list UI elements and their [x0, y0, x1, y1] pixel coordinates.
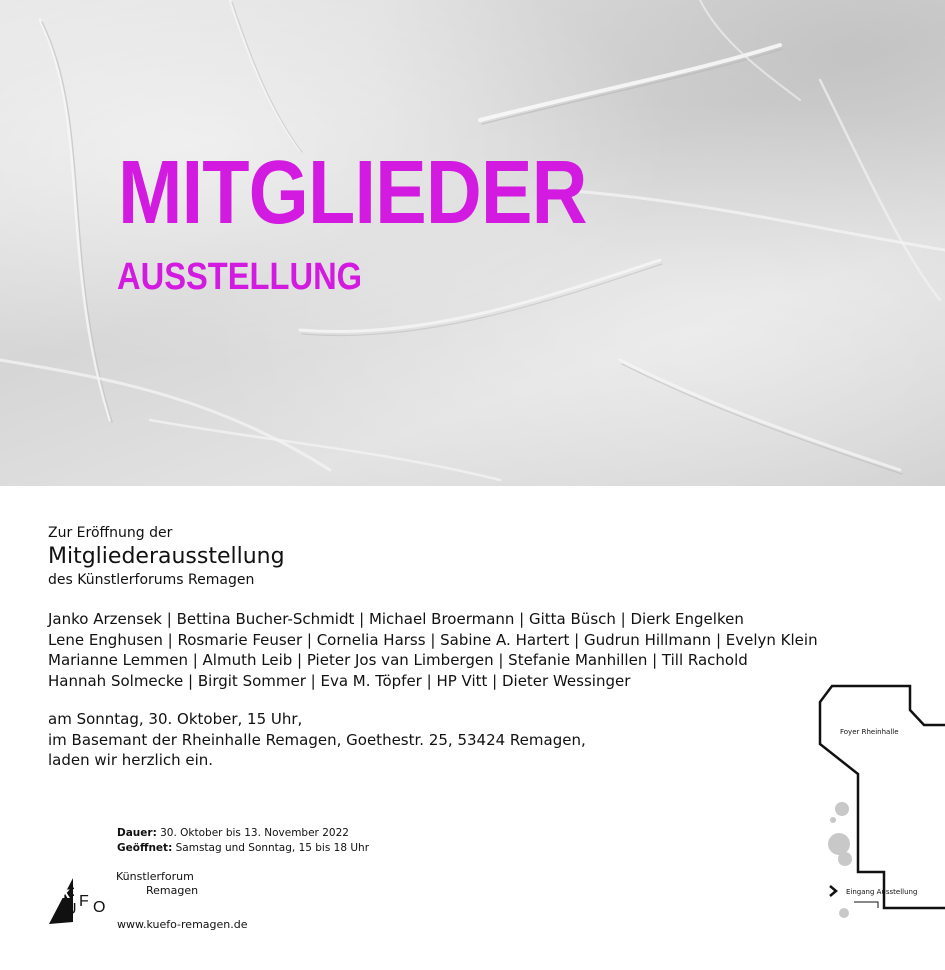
- chevron-right-icon: [830, 886, 836, 896]
- duration-value: 30. Oktober bis 13. November 2022: [156, 827, 349, 839]
- column-circle: [828, 833, 850, 855]
- website-link[interactable]: www.kuefo-remagen.de: [117, 918, 248, 931]
- foyer-label: Foyer Rheinhalle: [840, 728, 899, 736]
- svg-text:F: F: [79, 893, 89, 910]
- intro-block: [48, 524, 285, 589]
- page-title: MITGLIEDER: [118, 143, 587, 243]
- intro-line-2: des Künstlerforums Remagen: [48, 572, 255, 588]
- svg-text:O: O: [93, 899, 106, 916]
- artist-line: Janko Arzensek | Bettina Bucher-Schmidt | Michael Broermann | Gitta Büsch | Dierk Engelken: [48, 610, 744, 628]
- organization-name: [116, 870, 198, 898]
- entrance-path: [854, 902, 878, 908]
- intro-line-1: Zur Eröffnung der: [48, 525, 173, 541]
- page-subtitle: AUSSTELLUNG: [117, 256, 363, 298]
- column-circle: [839, 908, 849, 918]
- floor-plan-walls: [820, 686, 945, 908]
- entrance-label: Eingang Ausstellung: [846, 888, 918, 896]
- artist-list: [48, 609, 818, 691]
- opening-label: Geöffnet:: [117, 842, 173, 854]
- opening-value: Samstag und Sonntag, 15 bis 18 Uhr: [172, 842, 370, 854]
- location-map: [806, 670, 945, 970]
- column-circle: [838, 852, 852, 866]
- opening-hours-row: [117, 841, 369, 856]
- column-circle: [830, 817, 836, 823]
- exhibition-heading: Mitgliederausstellung: [48, 544, 285, 569]
- duration-row: [117, 826, 369, 841]
- invite-line: im Basemant der Rheinhalle Remagen, Goethestr. 25, 53424 Remagen,: [48, 730, 586, 749]
- org-name-line-1: Künstlerforum: [116, 870, 194, 883]
- artist-line: Marianne Lemmen | Almuth Leib | Pieter Jos van Limbergen | Stefanie Manhillen | Till Rachold: [48, 651, 748, 669]
- artist-line: Lene Enghusen | Rosmarie Feuser | Cornelia Harss | Sabine A. Hartert | Gudrun Hillmann | Evelyn Klein: [48, 630, 818, 649]
- artist-line: Hannah Solmecke | Birgit Sommer | Eva M. Töpfer | HP Vitt | Dieter Wessinger: [48, 671, 631, 690]
- invite-line: am Sonntag, 30. Oktober, 15 Uhr,: [48, 710, 303, 728]
- column-circle: [835, 802, 849, 816]
- invite-line: laden wir herzlich ein.: [48, 751, 214, 769]
- duration-label: Dauer:: [117, 827, 157, 839]
- svg-text:k: k: [61, 885, 70, 902]
- org-name-line-2: Remagen: [146, 884, 199, 897]
- exhibition-details: [117, 826, 369, 856]
- svg-text::: :: [71, 883, 76, 900]
- svg-text:U: U: [65, 901, 77, 918]
- invitation-text: [48, 709, 586, 771]
